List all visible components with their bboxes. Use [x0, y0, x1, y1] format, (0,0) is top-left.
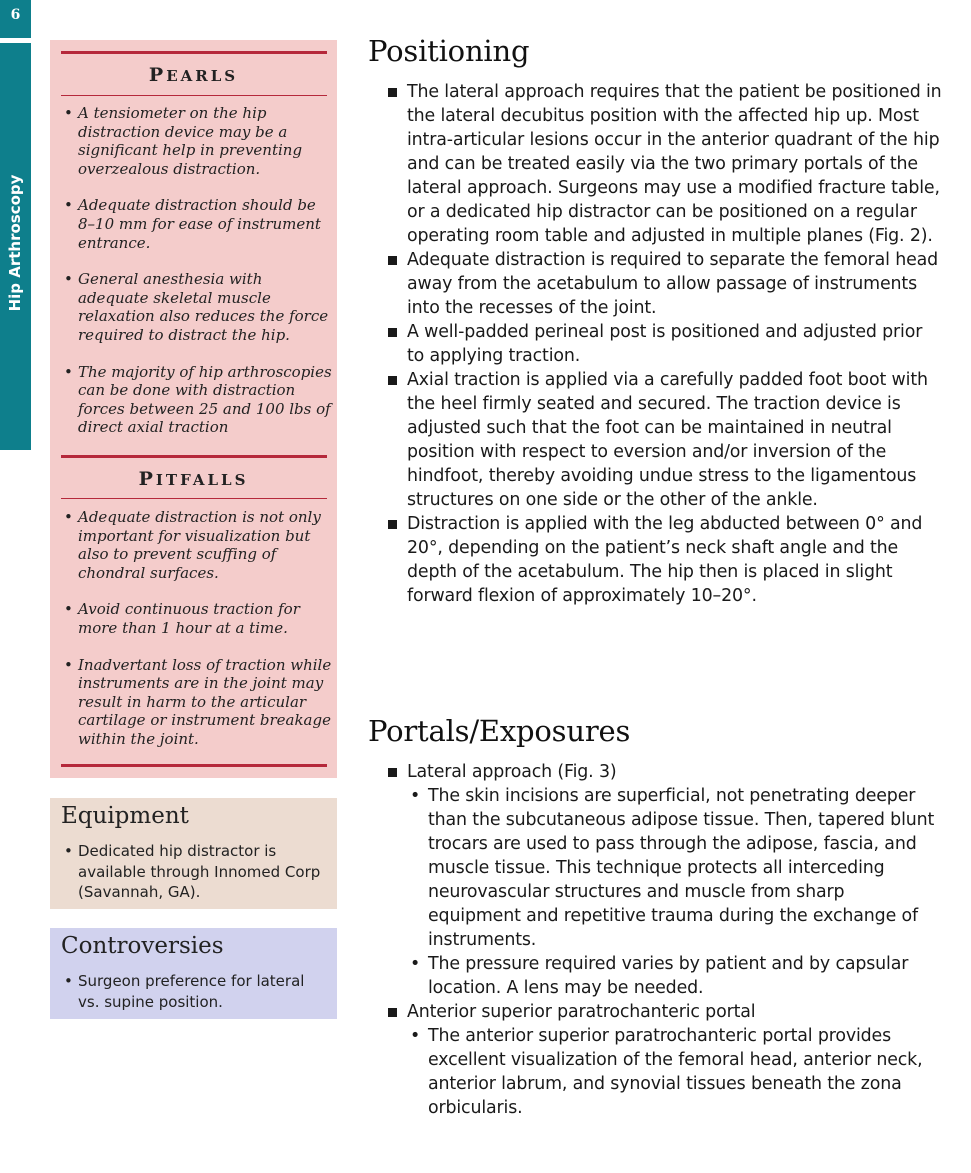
- list-item: • General anesthesia with adequate skeletal muscle relaxation also reduces the force required to distract the hip.: [62, 270, 334, 344]
- list-item: A well-padded perineal post is positioned and adjusted prior to applying traction.: [386, 320, 942, 368]
- list-item: • A tensiometer on the hip distraction device may be a significant help in preventing overzealous distraction.: [62, 104, 334, 178]
- side-tab-label: Hip Arthroscopy: [6, 174, 24, 312]
- controversies-box: [50, 928, 337, 1019]
- controversies-list: [62, 971, 330, 1012]
- list-item: • Avoid continuous traction for more than 1 hour at a time.: [62, 600, 334, 637]
- list-item: • Surgeon preference for lateral vs. supine position.: [62, 971, 330, 1012]
- equipment-title: Equipment: [61, 803, 189, 829]
- portals-list: [386, 760, 942, 1120]
- list-item: Axial traction is applied via a carefully padded foot boot with the heel firmly seated and secured. The traction device is adjusted such that the foot can be maintained in neutral position with respect to eversion and/or inversion of the hindfoot, thereby avoiding undue stress to the ligamentous structures on one side or the other of the ankle.: [386, 368, 942, 512]
- pitfalls-heading: PITFALLS: [138, 468, 249, 490]
- page-number: 6: [0, 0, 31, 38]
- divider: [61, 764, 327, 767]
- section-side-tab: [0, 43, 31, 450]
- sub-list-item: • The anterior superior paratrochanteric portal provides excellent visualization of the femoral head, anterior neck, anterior labrum, and synovial tissues beneath the zona orbicularis.: [407, 1024, 942, 1120]
- portals-heading: Portals/Exposures: [368, 714, 631, 748]
- sub-list: [407, 784, 942, 1000]
- pearls-heading: PEARLS: [148, 64, 239, 86]
- equipment-list: [62, 841, 330, 903]
- sub-list-item: • The skin incisions are superficial, not penetrating deeper than the subcutaneous adipose tissue. Then, tapered blunt trocars are used to pass through the adipose, fascia, and muscle tissue. This technique protects all interceding neurovascular structures and muscle from sharp equipment and repetitive trauma during the exchange of instruments.: [407, 784, 942, 952]
- list-item: • Inadvertant loss of traction while instruments are in the joint may result in harm to the articular cartilage or instrument breakage within the joint.: [62, 656, 334, 749]
- pearls-pitfalls-box: [50, 40, 337, 778]
- divider: [61, 95, 327, 96]
- list-item: • Adequate distraction should be 8–10 mm for ease of instrument entrance.: [62, 196, 334, 252]
- list-item: • The majority of hip arthroscopies can be done with distraction forces between 25 and 100 lbs of direct axial traction: [62, 363, 334, 437]
- divider: [61, 51, 327, 54]
- pearls-list: [62, 104, 334, 455]
- list-item: Adequate distraction is required to separate the femoral head away from the acetabulum to allow passage of instruments into the recesses of the joint.: [386, 248, 942, 320]
- sub-list: [407, 1024, 942, 1120]
- list-item: Distraction is applied with the leg abducted between 0° and 20°, depending on the patient’s neck shaft angle and the depth of the acetabulum. The hip then is placed in slight forward flexion of approximately 10–20°.: [386, 512, 942, 608]
- positioning-list: [386, 80, 942, 608]
- list-item: [386, 1000, 942, 1120]
- list-item: The lateral approach requires that the patient be positioned in the lateral decubitus position with the affected hip up. Most intra-articular lesions occur in the anterior quadrant of the hip and can be treated easily via the two primary portals of the lateral approach. Surgeons may use a modified fracture table, or a dedicated hip distractor can be positioned on a regular operating room table and adjusted in multiple planes (Fig. 2).: [386, 80, 942, 248]
- equipment-box: [50, 798, 337, 909]
- list-item-label: Lateral approach (Fig. 3): [407, 762, 617, 782]
- sub-list-item: • The pressure required varies by patient and by capsular location. A lens may be needed.: [407, 952, 942, 1000]
- list-item: • Dedicated hip distractor is available through Innomed Corp (Savannah, GA).: [62, 841, 330, 903]
- list-item-label: Anterior superior paratrochanteric portal: [407, 1002, 756, 1022]
- positioning-heading: Positioning: [368, 34, 530, 68]
- list-item: [386, 760, 942, 1000]
- list-item: • Adequate distraction is not only important for visualization but also to prevent scuffing of chondral surfaces.: [62, 508, 334, 582]
- divider: [61, 498, 327, 499]
- divider: [61, 455, 327, 458]
- controversies-title: Controversies: [61, 933, 224, 959]
- pitfalls-list: [62, 508, 334, 767]
